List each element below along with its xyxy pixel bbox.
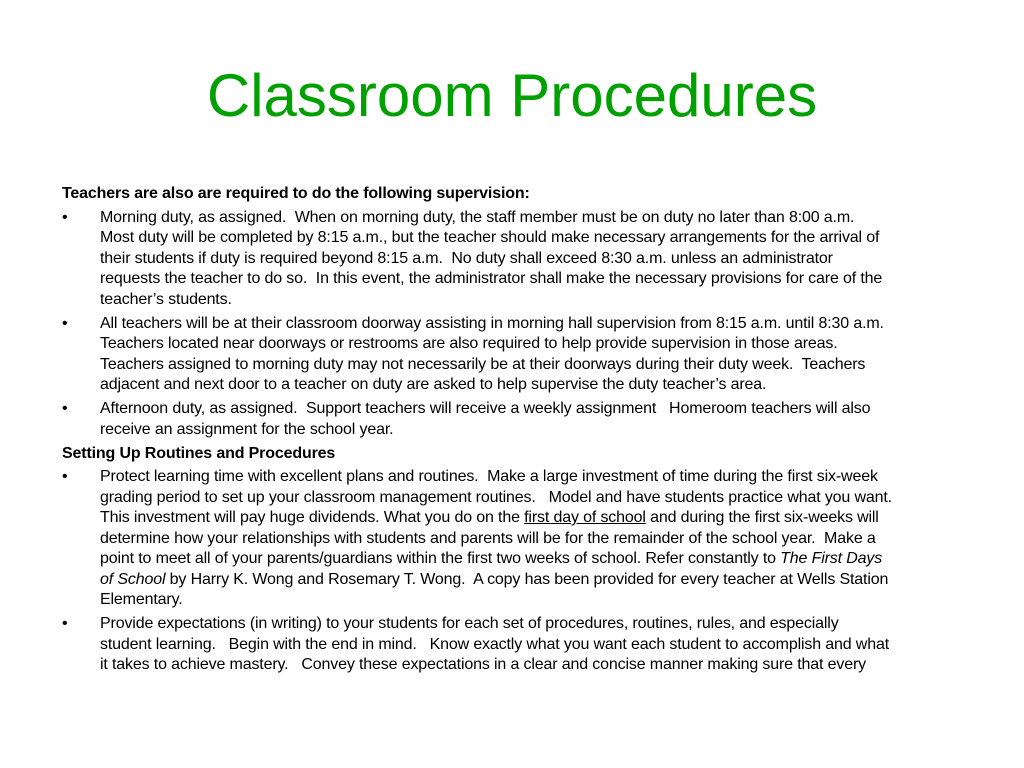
bullet-icon: • [62, 314, 68, 332]
text-line: it takes to achieve mastery. Convey these expectations in a clear and concise manner making sure that every [100, 656, 866, 673]
text-line [100, 570, 982, 591]
text-line: Teachers located near doorways or restrooms are also required to help provide supervision in those areas. [100, 335, 838, 352]
text-line: grading period to set up your classroom management routines. Model and have students practice what you want. [100, 488, 892, 506]
text-line: Protect learning time with excellent plans and routines. Make a large investment of time during the first six-week [100, 468, 878, 485]
first-day-of-school-underlined: first day of school [524, 509, 646, 526]
slide-title: Classroom Procedures [206, 62, 818, 129]
text-line: Afternoon duty, as assigned. Support teachers will receive a weekly assignment Homeroom teachers will also [100, 400, 871, 417]
book-title-italic: of School [100, 570, 166, 588]
slide-body [62, 184, 982, 679]
text-line: student learning. Begin with the end in mind. Know exactly what you want each student to accomplish and what [100, 635, 890, 653]
bullet-icon: • [62, 208, 68, 226]
bullet-morning-duty [62, 208, 982, 311]
text-segment: This investment will pay huge dividends. What you do on the [100, 509, 525, 526]
text-line: Teachers assigned to morning duty may not necessarily be at their doorways during their duty week. Teachers [100, 355, 866, 373]
text-line: requests the teacher to do so. In this event, the administrator shall make the necessary provisions for care of the [100, 270, 883, 287]
book-title-italic: The First Days [780, 550, 883, 567]
text-line: teacher’s students. [100, 290, 232, 308]
text-segment: by Harry K. Wong and Rosemary T. Wong. A copy has been provided for every teacher at Wells Station [165, 570, 889, 588]
text-line [100, 508, 982, 529]
text-line: determine how your relationships with students and parents will be for the remainder of the school year. Make a [100, 529, 876, 547]
text-line [100, 549, 982, 570]
bullet-icon: • [62, 400, 68, 417]
section-heading-supervision: Teachers are also are required to do the following supervision: [62, 185, 530, 202]
text-line: Most duty will be completed by 8:15 a.m., but the teacher should make necessary arrangements for the arrival of [100, 229, 880, 246]
bullet-afternoon-duty [62, 399, 982, 440]
bullet-icon: • [62, 468, 68, 485]
text-segment: and during the first six-weeks will [645, 509, 879, 526]
text-line: their students if duty is required beyond 8:15 a.m. No duty shall exceed 8:30 a.m. unless an administrator [100, 249, 833, 267]
text-line: Provide expectations (in writing) to your students for each set of procedures, routines, rules, and especially [100, 615, 839, 632]
text-segment: point to meet all of your parents/guardians within the first two weeks of school. Refer constantly to [100, 550, 781, 567]
bullet-hall-supervision [62, 314, 982, 396]
text-line: All teachers will be at their classroom doorway assisting in morning hall supervision from 8:15 a.m. until 8:30 a.m. [100, 314, 884, 332]
bullet-icon: • [62, 615, 68, 632]
text-line: Morning duty, as assigned. When on morning duty, the staff member must be on duty no later than 8:00 a.m. [100, 208, 855, 226]
text-line: receive an assignment for the school year. [100, 420, 394, 438]
bullet-protect-learning-time [62, 467, 982, 611]
section-heading-routines: Setting Up Routines and Procedures [62, 444, 336, 462]
bullet-provide-expectations [62, 614, 982, 676]
text-line: Elementary. [100, 591, 183, 608]
text-line: adjacent and next door to a teacher on duty are asked to help supervise the duty teacher’s area. [100, 376, 767, 393]
